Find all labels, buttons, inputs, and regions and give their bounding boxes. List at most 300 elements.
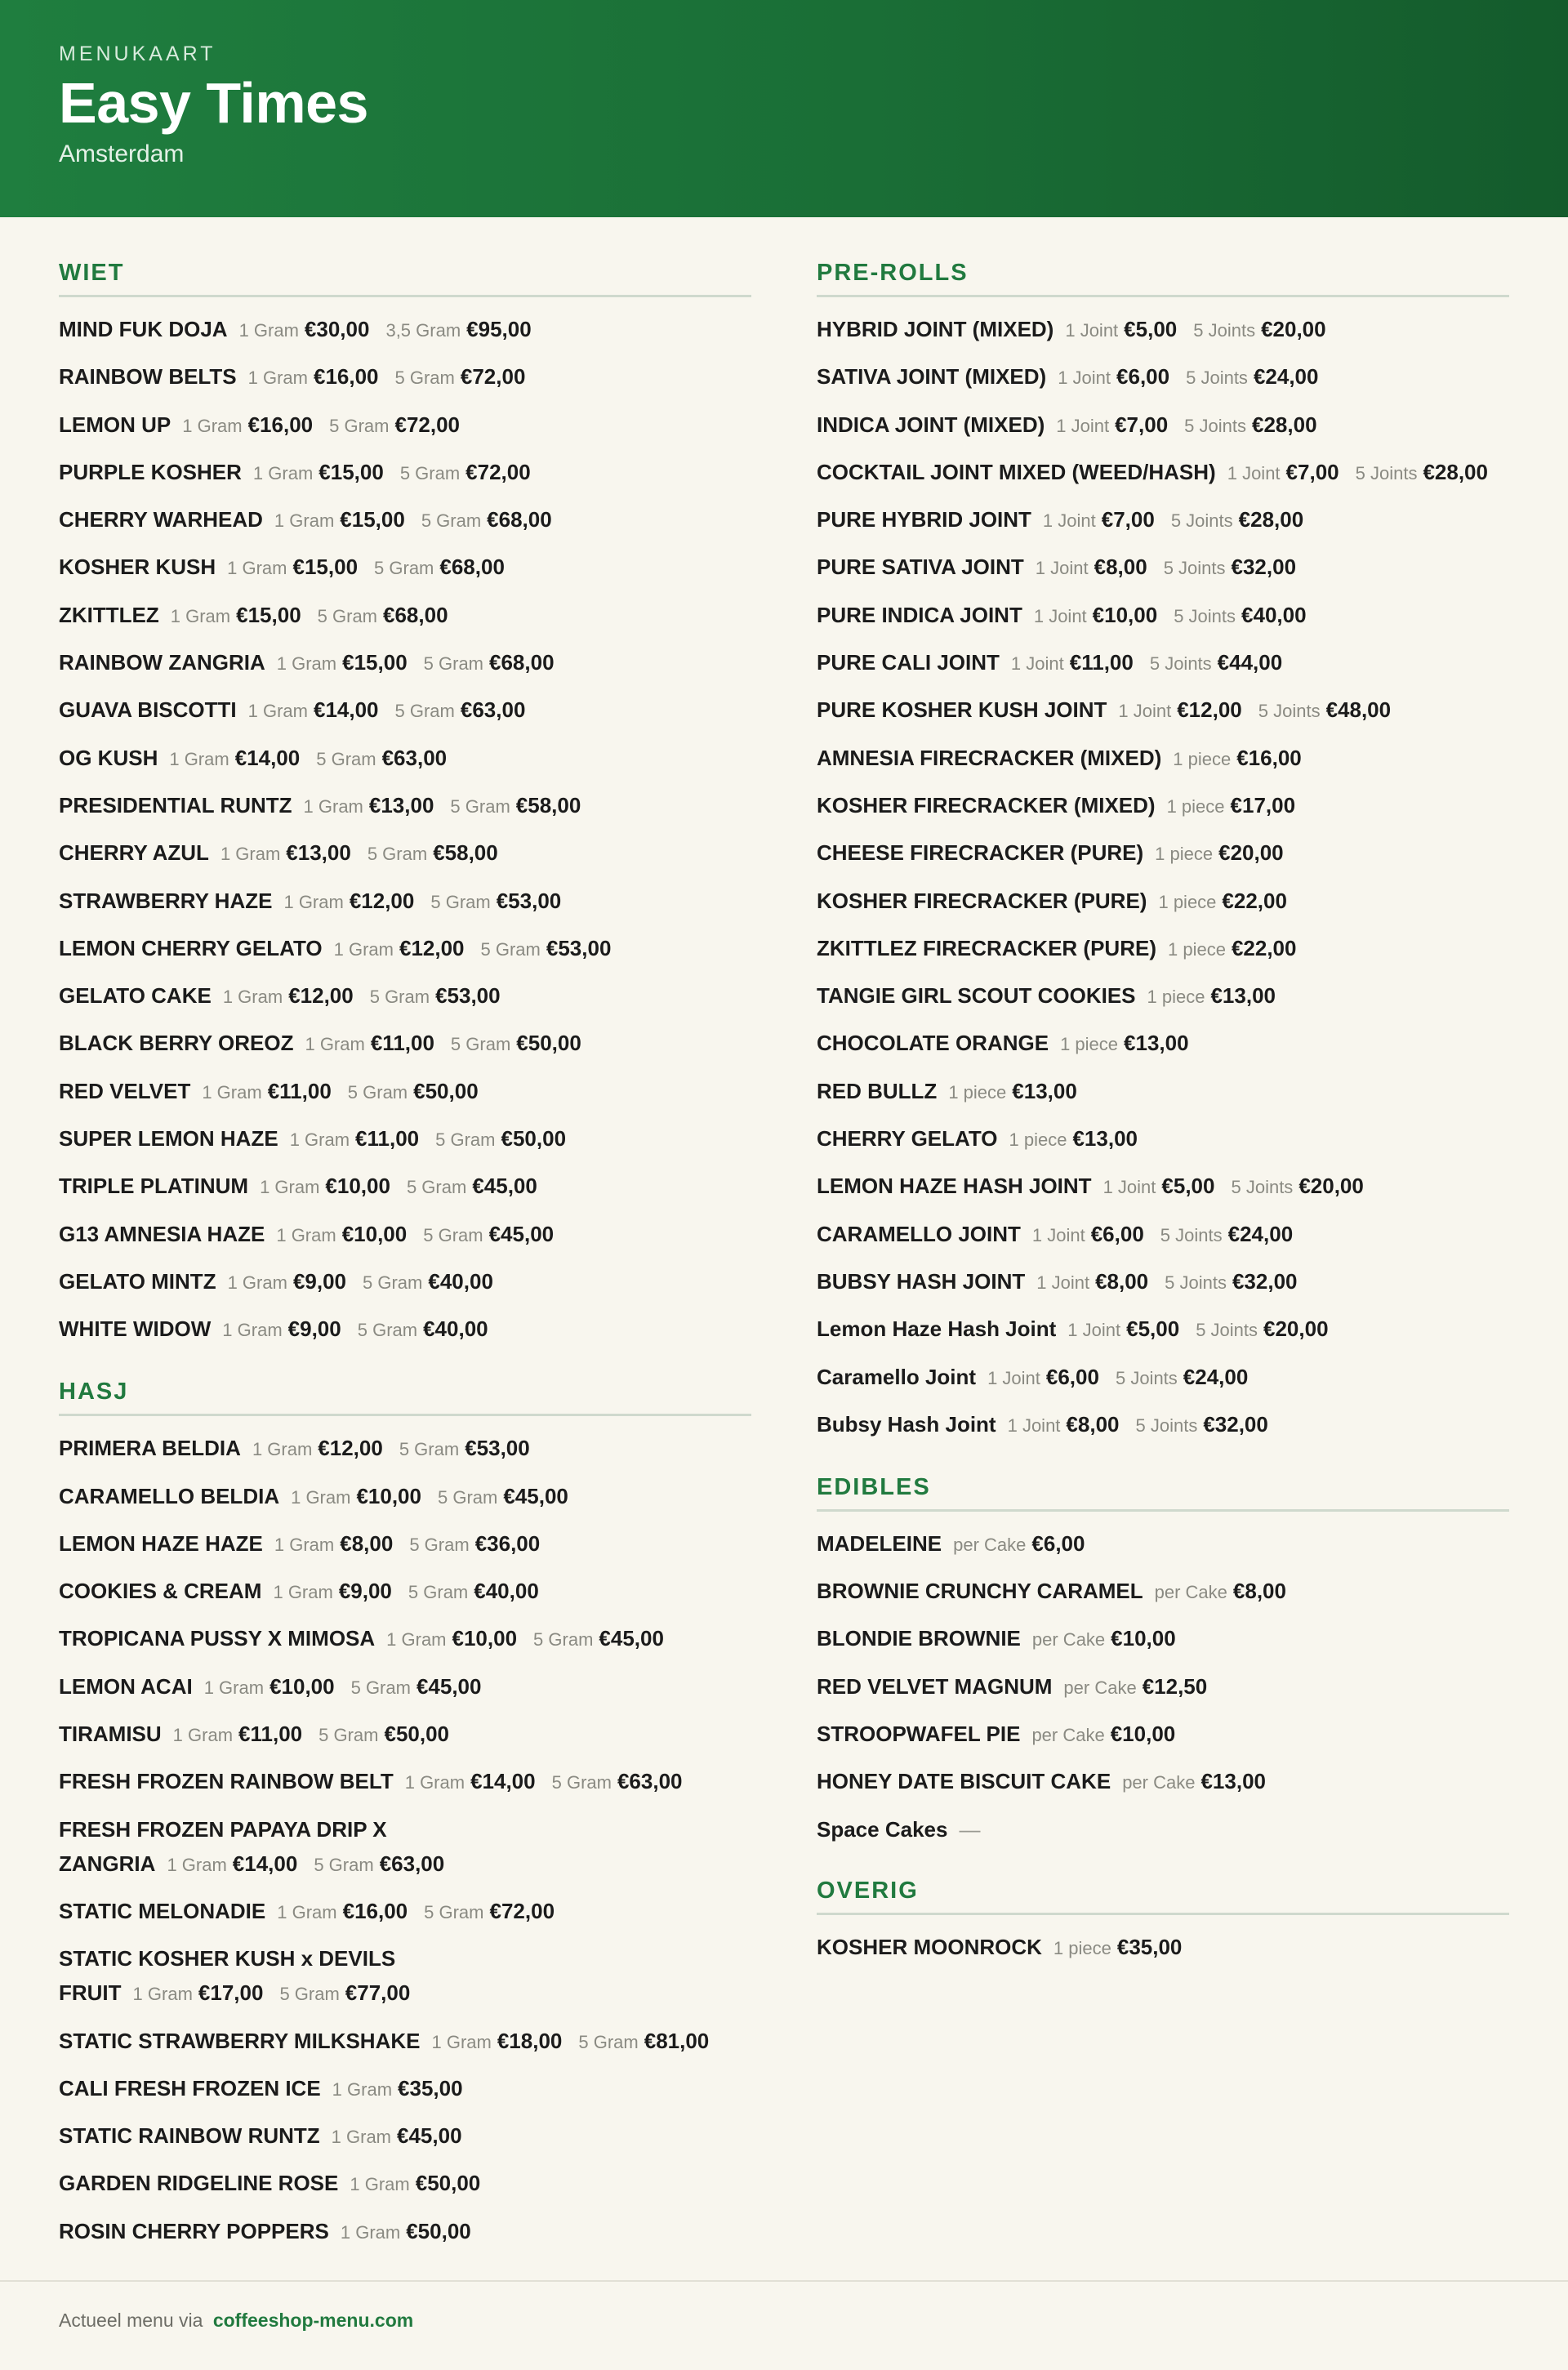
menu-item	[817, 598, 1509, 634]
price-option	[450, 793, 581, 817]
item-name: LEMON UP	[59, 412, 172, 437]
price-unit: 5 Gram	[374, 558, 434, 579]
price-amount: €11,00	[1069, 650, 1134, 675]
price-unit: 1 Gram	[238, 320, 299, 341]
price-amount: €28,00	[1252, 412, 1317, 437]
price-option	[1054, 1935, 1182, 1959]
price-option	[1009, 1126, 1138, 1151]
price-unit: 1 Gram	[340, 2221, 401, 2243]
price-option	[222, 1316, 341, 1341]
price-amount: €45,00	[472, 1174, 537, 1199]
price-unit: 5 Joints	[1115, 1367, 1178, 1388]
price-amount: €40,00	[474, 1579, 539, 1604]
menu-item	[817, 835, 1509, 871]
price-amount: €32,00	[1203, 1411, 1268, 1437]
price-amount: €40,00	[1241, 602, 1307, 627]
price-unit: 1 Gram	[220, 844, 281, 865]
item-name: HONEY DATE BISCUIT CAKE	[817, 1769, 1111, 1794]
item-name: KOSHER KUSH	[59, 555, 216, 580]
price-option	[277, 650, 408, 675]
menu-item	[59, 1941, 751, 2011]
item-name: CHERRY WARHEAD	[59, 507, 263, 532]
menu-item	[59, 312, 751, 348]
section-title: EDIBLES	[817, 1474, 1509, 1512]
price-amount: €68,00	[489, 650, 555, 675]
price-option	[408, 1579, 539, 1603]
item-name: CHERRY GELATO	[817, 1126, 998, 1152]
price-unit: 5 Gram	[357, 1320, 418, 1341]
price-option	[1011, 650, 1134, 675]
price-unit: per Cake	[1031, 1725, 1105, 1746]
item-name: SATIVA JOINT (MIXED)	[817, 364, 1047, 390]
price-option	[430, 889, 561, 913]
price-unit: 1 piece	[1173, 748, 1232, 769]
menu-item	[59, 2024, 751, 2060]
price-amount: €63,00	[617, 1769, 683, 1794]
price-amount: €45,00	[488, 1221, 555, 1246]
price-option	[350, 2171, 480, 2195]
price-amount: €13,00	[286, 840, 351, 866]
price-amount: €50,00	[406, 2218, 471, 2243]
item-name: COOKIES & CREAM	[59, 1579, 262, 1604]
price-option	[318, 1722, 449, 1746]
price-option	[400, 460, 531, 484]
price-unit: 1 piece	[1167, 938, 1226, 960]
item-name: TRIPLE PLATINUM	[59, 1174, 249, 1199]
price-unit: 5 Gram	[551, 1772, 612, 1793]
price-amount: €12,00	[318, 1436, 383, 1461]
item-name: KOSHER MOONROCK	[817, 1934, 1042, 1959]
price-option	[1118, 697, 1241, 722]
price-amount: €10,00	[1110, 1722, 1176, 1747]
price-option	[1032, 1626, 1176, 1651]
menu-item	[817, 1360, 1509, 1396]
price-amount: €10,00	[325, 1174, 390, 1199]
menu-item	[817, 1169, 1509, 1205]
price-amount: €22,00	[1222, 888, 1287, 913]
price-amount: €6,00	[1045, 1364, 1099, 1389]
price-option	[334, 936, 465, 960]
item-list	[817, 1526, 1509, 1847]
item-name: AMNESIA FIRECRACKER (MIXED)	[817, 745, 1162, 770]
price-unit: 1 Gram	[303, 795, 363, 817]
price-unit: per Cake	[1122, 1772, 1196, 1793]
price-unit: 1 Gram	[260, 1177, 320, 1198]
price-amount: €10,00	[452, 1626, 518, 1651]
menu-item	[59, 2214, 751, 2250]
item-name: GUAVA BISCOTTI	[59, 697, 237, 723]
item-name: Caramello Joint	[817, 1364, 977, 1389]
price-amount: €20,00	[1298, 1174, 1364, 1199]
menu-item	[817, 1812, 1509, 1847]
price-unit: 1 Gram	[182, 415, 243, 436]
menu-item	[59, 931, 751, 967]
price-amount: €10,00	[1092, 602, 1158, 627]
price-amount: €32,00	[1231, 555, 1297, 580]
menu-item	[59, 2118, 751, 2154]
price-unit: 1 piece	[1053, 1937, 1111, 1958]
item-name: PRESIDENTIAL RUNTZ	[59, 792, 292, 817]
menu-item	[817, 502, 1509, 538]
price-unit: 1 Joint	[1010, 653, 1064, 675]
price-unit: 1 piece	[1155, 844, 1214, 865]
price-option	[1043, 507, 1155, 532]
price-amount: €14,00	[313, 697, 379, 723]
price-unit: 5 Gram	[408, 1582, 469, 1603]
item-name: INDICA JOINT (MIXED)	[817, 412, 1045, 437]
menu-item	[59, 1312, 751, 1348]
price-option	[953, 1531, 1085, 1556]
price-amount: €16,00	[342, 1898, 408, 1923]
price-amount: €12,50	[1142, 1673, 1208, 1699]
price-amount: €7,00	[1115, 412, 1169, 437]
price-unit: 1 Joint	[1007, 1414, 1061, 1436]
price-unit: 5 Gram	[450, 795, 510, 817]
item-name: STATIC RAINBOW RUNTZ	[59, 2123, 320, 2149]
item-name: CARAMELLO JOINT	[817, 1221, 1021, 1246]
price-option	[368, 840, 498, 865]
price-amount: €24,00	[1227, 1221, 1294, 1246]
price-unit: 5 Gram	[406, 1177, 467, 1198]
price-option	[438, 1484, 568, 1508]
price-unit: 5 Joints	[1174, 605, 1236, 626]
price-amount: €13,00	[1200, 1769, 1266, 1794]
menu-item	[59, 1764, 751, 1800]
price-option	[314, 1851, 444, 1876]
price-unit: per Cake	[1031, 1629, 1106, 1651]
section-overig	[817, 1878, 1509, 1966]
price-option	[374, 555, 505, 579]
price-unit: 1 Joint	[1067, 1320, 1121, 1341]
price-unit: 1 Joint	[1065, 320, 1119, 341]
price-option	[1174, 603, 1306, 627]
price-amount: €6,00	[1090, 1221, 1144, 1246]
price-option	[399, 1436, 530, 1460]
item-name: PURPLE KOSHER	[59, 459, 242, 484]
price-option	[1227, 460, 1339, 484]
menu-item	[817, 978, 1509, 1014]
menu-item	[817, 1026, 1509, 1062]
price-unit: 1 Gram	[305, 1034, 365, 1055]
price-option	[481, 936, 612, 960]
price-option	[1165, 1269, 1297, 1294]
price-unit: 1 Joint	[1036, 1272, 1090, 1293]
price-amount: €81,00	[644, 2028, 710, 2053]
price-option	[1036, 1269, 1148, 1294]
price-unit: 5 Joints	[1165, 1272, 1227, 1293]
menu-item	[817, 645, 1509, 681]
menu-item	[817, 1264, 1509, 1300]
item-list	[817, 312, 1509, 1443]
price-option	[318, 603, 448, 627]
price-option	[227, 555, 358, 579]
price-option	[248, 697, 379, 722]
price-option	[948, 1079, 1076, 1103]
item-name: BROWNIE CRUNCHY CARAMEL	[817, 1579, 1143, 1604]
price-unit: per Cake	[1063, 1677, 1137, 1698]
price-unit: 5 Joints	[1258, 701, 1321, 722]
price-amount: €95,00	[466, 317, 532, 341]
item-name: RED BULLZ	[817, 1078, 938, 1103]
price-option	[1063, 1674, 1207, 1699]
price-amount: €35,00	[1116, 1934, 1183, 1959]
menu-item	[59, 1669, 751, 1705]
price-option	[182, 412, 313, 437]
item-name: CALI FRESH FROZEN ICE	[59, 2075, 321, 2100]
price-option	[1258, 697, 1391, 722]
price-amount: €8,00	[1094, 555, 1147, 580]
price-unit: 1 Gram	[227, 1272, 287, 1293]
menu-item	[817, 1717, 1509, 1753]
menu-item	[59, 408, 751, 443]
item-name: GARDEN RIDGELINE ROSE	[59, 2171, 339, 2196]
price-unit: 1 Gram	[431, 2031, 492, 2052]
price-amount: €6,00	[1031, 1530, 1085, 1556]
price-option	[358, 1316, 488, 1341]
menu-item	[59, 1169, 751, 1205]
price-option	[1060, 1031, 1188, 1055]
price-unit: 5 Gram	[350, 1677, 411, 1698]
menu-item	[817, 884, 1509, 920]
item-name: WHITE WIDOW	[59, 1316, 212, 1342]
item-name: STATIC KOSHER KUSH x DEVILS FRUIT	[59, 1946, 396, 2006]
item-name: STATIC MELONADIE	[59, 1898, 266, 1923]
price-option	[423, 1222, 554, 1246]
item-name: TROPICANA PUSSY X MIMOSA	[59, 1626, 376, 1651]
price-amount: €15,00	[342, 650, 408, 675]
price-unit: 1 Joint	[1035, 558, 1089, 579]
price-unit: 1 Gram	[277, 1901, 337, 1922]
menu-item	[817, 741, 1509, 777]
price-unit: 1 Gram	[169, 748, 229, 769]
price-unit: 1 Gram	[404, 1772, 466, 1793]
shop-name: Easy Times	[59, 71, 368, 135]
price-unit: 1 Gram	[283, 891, 344, 912]
price-option	[305, 1031, 434, 1055]
price-option	[1103, 1174, 1215, 1198]
price-amount: €9,00	[292, 1268, 347, 1294]
price-amount: €10,00	[356, 1483, 421, 1508]
menu-item	[59, 1621, 751, 1657]
price-option	[385, 317, 531, 341]
price-option	[395, 697, 526, 722]
menu-item	[817, 1621, 1509, 1657]
price-option	[552, 1769, 683, 1793]
price-unit: 5 Gram	[399, 462, 461, 483]
price-amount: €77,00	[345, 1980, 411, 2006]
price-option	[1122, 1769, 1266, 1793]
price-amount: €72,00	[466, 459, 531, 484]
price-unit: 1 Gram	[167, 1854, 227, 1875]
price-unit: 1 piece	[1060, 1034, 1119, 1055]
price-option	[1008, 1412, 1120, 1437]
menu-item	[817, 693, 1509, 728]
item-name: RAINBOW BELTS	[59, 364, 237, 390]
price-unit: 1 Gram	[333, 938, 394, 960]
price-option	[332, 2123, 462, 2148]
price-option	[279, 1980, 410, 2005]
menu-item	[59, 1217, 751, 1253]
price-option	[431, 2029, 562, 2053]
item-name: LEMON HAZE HASH JOINT	[817, 1174, 1092, 1199]
price-option	[1136, 1412, 1268, 1437]
price-amount: €5,00	[1126, 1316, 1180, 1342]
price-unit: 1 Gram	[331, 2127, 392, 2148]
price-amount: €14,00	[234, 745, 301, 770]
price-option	[348, 1079, 479, 1103]
price-unit: 1 Gram	[273, 1582, 333, 1603]
price-option	[1067, 1316, 1179, 1341]
price-amount: €58,00	[433, 840, 498, 866]
price-unavailable: —	[959, 1816, 981, 1842]
price-option	[424, 650, 555, 675]
price-unit: 5 Gram	[480, 938, 541, 960]
menu-item	[59, 598, 751, 634]
item-name: RAINBOW ZANGRIA	[59, 650, 265, 675]
menu-item	[817, 312, 1509, 348]
price-option	[204, 1674, 335, 1699]
footer-text	[59, 2310, 413, 2332]
menu-item	[817, 1574, 1509, 1610]
footer-link[interactable]: coffeeshop-menu.com	[212, 2310, 414, 2331]
price-unit: 1 Gram	[332, 2078, 393, 2100]
menu-item	[817, 1764, 1509, 1800]
price-option	[1196, 1316, 1328, 1341]
price-unit: 5 Joints	[1186, 368, 1248, 389]
price-unit: 1 Gram	[247, 368, 308, 389]
menu-item	[817, 1074, 1509, 1110]
item-list	[817, 1930, 1509, 1966]
section-title: PRE-ROLLS	[817, 260, 1509, 297]
price-unit: per Cake	[953, 1534, 1027, 1555]
price-option	[260, 1174, 390, 1198]
price-option	[409, 1531, 540, 1556]
price-amount: €8,00	[1066, 1411, 1120, 1437]
menu-item	[59, 1026, 751, 1062]
price-option	[173, 1722, 302, 1746]
item-name: PURE SATIVA JOINT	[817, 555, 1024, 580]
price-unit: 5 Gram	[329, 415, 390, 436]
menu-item	[59, 1526, 751, 1562]
price-amount: €16,00	[1236, 745, 1302, 770]
price-option	[421, 507, 552, 532]
price-amount: €63,00	[379, 1851, 445, 1876]
item-name: BLONDIE BROWNIE	[817, 1626, 1021, 1651]
price-unit: 1 Gram	[132, 1984, 193, 2005]
price-option	[291, 1484, 421, 1508]
item-name: CARAMELLO BELDIA	[59, 1483, 280, 1508]
price-unit: 5 Gram	[423, 1224, 483, 1245]
price-unit: 1 Joint	[1102, 1177, 1156, 1198]
right-column	[817, 260, 1509, 1997]
menu-item	[817, 1121, 1509, 1157]
price-unit: 1 Joint	[1227, 462, 1281, 483]
price-option	[171, 603, 301, 627]
price-unit: 1 Gram	[386, 1629, 447, 1651]
price-option	[248, 364, 379, 389]
price-option	[290, 1126, 419, 1151]
menu-item	[59, 455, 751, 491]
price-option	[1193, 317, 1325, 341]
item-name: LEMON HAZE HAZE	[59, 1530, 263, 1556]
price-amount: €72,00	[460, 364, 526, 390]
price-option	[273, 1579, 391, 1603]
price-option	[167, 1851, 297, 1876]
price-amount: €36,00	[474, 1530, 541, 1556]
price-option	[274, 507, 405, 532]
price-option	[332, 2076, 463, 2100]
price-unit: 1 Gram	[172, 1725, 234, 1746]
item-name: KOSHER FIRECRACKER (PURE)	[817, 888, 1147, 913]
price-unit: 1 Gram	[170, 605, 231, 626]
price-unit: 5 Gram	[279, 1984, 340, 2005]
price-amount: €22,00	[1231, 935, 1297, 960]
section-title: HASJ	[59, 1379, 751, 1416]
item-name: MIND FUK DOJA	[59, 317, 228, 341]
price-unit: 5 Gram	[314, 1854, 374, 1875]
price-amount: €15,00	[236, 602, 301, 627]
price-amount: €53,00	[435, 983, 501, 1009]
price-amount: €8,00	[1095, 1268, 1149, 1294]
price-option	[1168, 936, 1296, 960]
price-option	[405, 1769, 536, 1793]
price-amount: €20,00	[1218, 840, 1284, 866]
price-unit: 5 Gram	[318, 1725, 379, 1746]
price-option	[424, 1899, 555, 1923]
price-amount: €10,00	[1111, 1626, 1176, 1651]
price-option	[451, 1031, 581, 1055]
price-amount: €16,00	[313, 364, 379, 390]
price-option	[1032, 1222, 1144, 1246]
item-name: GELATO CAKE	[59, 983, 212, 1009]
price-option	[1031, 1722, 1175, 1746]
shop-city: Amsterdam	[59, 140, 185, 167]
menu-item	[59, 741, 751, 777]
price-amount: €5,00	[1124, 317, 1178, 341]
price-amount: €53,00	[546, 935, 612, 960]
price-amount: €44,00	[1217, 650, 1283, 675]
menu-item	[59, 1717, 751, 1753]
item-list	[59, 1431, 751, 2249]
price-unit: 1 Gram	[350, 2174, 410, 2195]
price-unit: 5 Gram	[421, 510, 482, 532]
footer-label: Actueel menu via	[59, 2310, 203, 2331]
price-option	[1164, 555, 1296, 579]
price-unit: 1 Gram	[252, 1439, 313, 1460]
price-amount: €28,00	[1238, 507, 1304, 532]
price-amount: €50,00	[415, 2171, 481, 2196]
menu-item	[817, 408, 1509, 443]
price-option	[252, 1436, 383, 1460]
price-unit: 5 Joints	[1193, 320, 1256, 341]
price-amount: €68,00	[487, 507, 552, 532]
price-unit: 5 Gram	[367, 844, 428, 865]
price-option	[1160, 1222, 1293, 1246]
price-option	[1231, 1174, 1363, 1198]
price-unit: 3,5 Gram	[385, 320, 461, 341]
price-option	[533, 1626, 664, 1651]
item-name: CHERRY AZUL	[59, 840, 209, 866]
item-name: KOSHER FIRECRACKER (MIXED)	[817, 792, 1156, 817]
item-name: Space Cakes	[817, 1816, 948, 1842]
item-name: GELATO MINTZ	[59, 1268, 216, 1294]
price-option	[351, 1674, 482, 1699]
price-amount: €68,00	[439, 555, 505, 580]
price-option	[1065, 317, 1177, 341]
price-amount: €13,00	[1012, 1078, 1077, 1103]
price-amount: €13,00	[368, 792, 434, 817]
price-amount: €11,00	[267, 1078, 332, 1103]
